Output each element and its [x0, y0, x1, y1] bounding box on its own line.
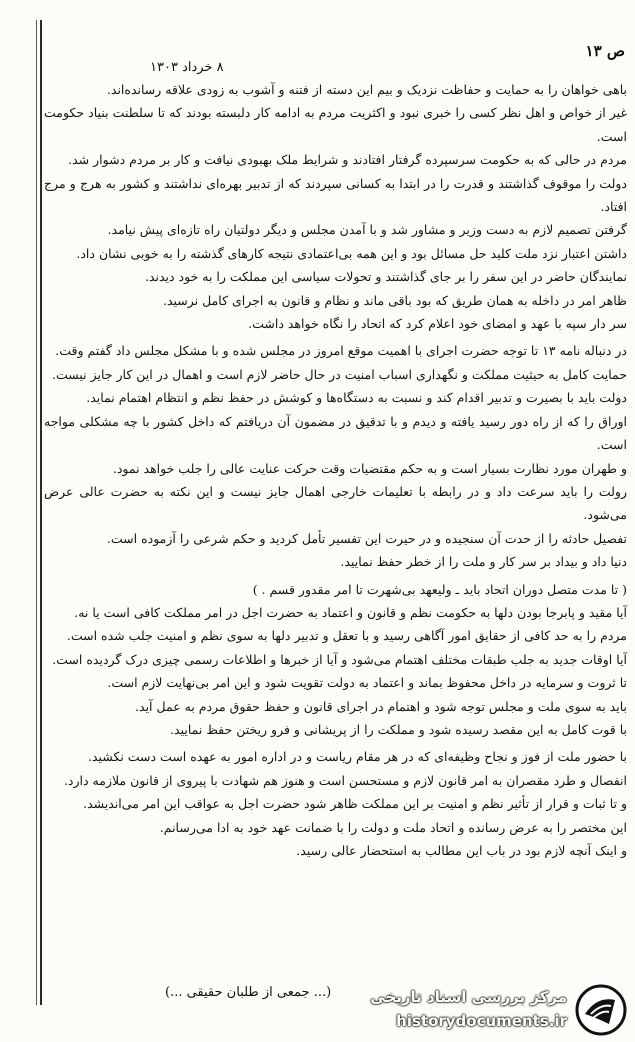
text-line: و طهران مورد نظارت بسیار است و به حکم مقتضیات وقت حرکت عنایت عالی را جلب خواهد نمود. [112, 460, 627, 476]
page-margin-rule [40, 20, 42, 1005]
text-line: دنیا داد و بیداد بر سر کار و ملت را از خطر حفظ نمایید. [340, 554, 627, 570]
watermark-url: historydocuments.ir [396, 1012, 567, 1030]
text-line: نمایندگان حاضر در این سفر را بر جای گذاشتند و تحولات سیاسی این مملکت را به خود دیدند. [144, 269, 627, 285]
text-line: در دنباله نامه ۱۳ تا توجه حضرت اجرای با اهمیت موقع امروز در مجلس شده و با مشکل مجلس داد گفتم وقت. [55, 343, 627, 359]
text-line: حمایت کامل به حیثیت مملکت و نگهداری اسباب امنیت در حال حاضر لازم است و اهمال در این کار جایز نیست. [52, 366, 627, 382]
text-line: با قوت کامل به این مقصد رسیده شود و مملکت را از پریشانی و فرو ریختن حفظ نمایید. [170, 721, 627, 737]
watermark [357, 984, 627, 1036]
text-line: این مختصر را به عرض رسانده و اتحاد ملت و دولت را با ضمانت عهد خود به ادا می‌رسانم. [159, 819, 627, 835]
text-line: غیر از خواص و اهل نظر کسی را خبری نبود و اکثریت مردم به ادامه کار دلبسته بودند که تا سلطنت بنیاد حکومت است. [44, 105, 627, 144]
text-line: آیا اوقات جدید به جلب طبقات مختلف اهتمام می‌شود و آیا از خبرها و اطلاعات رسمی چیزی درک گردیده است. [52, 651, 627, 667]
page-margin-rule-outer [36, 20, 37, 1005]
text-line: دولت را موقوف گذاشتند و قدرت را در ابتدا به کسانی سپردند که از تدبیر بهره‌ای نداشتند و کشور به هرج و مرج افتاد. [44, 175, 627, 215]
text-line: رولت را باید سرعت داد و در رابطه با تعلیمات خارجی اهمال جایز نیست و این نکته به حضرت عالی عرض می‌شود. [44, 483, 627, 523]
text-line: آیا مقید و پابرجا بودن دلها به حکومت نظم و قانون و اعتماد به حضرت اجل در امر مملکت کافی است یا نه. [74, 604, 627, 620]
page-number: ص ۱۳ [585, 42, 625, 60]
paragraph [44, 78, 627, 335]
text-line: ظاهر امر در داخله به همان طریق که بود باقی ماند و نظام و قانون به اجرای کامل نرسید. [162, 292, 627, 308]
text-line: داشتن اعتبار نزد ملت کلید حل مسائل بود و این همه بی‌اعتمادی نتیجه کارهای گذشته را به خوبی نشان داد. [76, 245, 627, 261]
signature-line: (... جمعی از طلبان حقیقی ...) [165, 985, 332, 1000]
text-line: سر دار سپه با عهد و امضای خود اعلام کرد که اتحاد را نگاه خواهد داشت. [248, 316, 627, 332]
text-line: مردم را به حد کافی از حقایق امور آگاهی رسید و با تعقل و تدبیر دلها به سوی نظم و امنیت جلب شده است. [66, 628, 627, 644]
text-line: و تا ثبات و قرار از تأثیر نظم و امنیت بر این مملکت ظاهر شود حضرت اجل به عواقب این امر می‌اندیشد. [83, 796, 627, 812]
text-line: تفصیل حادثه را از حدت آن سنجیده و در حیرت این تفسیر تأمل کردید و حکم شرعی را آزموده است. [106, 530, 627, 546]
text-line: مردم در حالی که به حکومت سرسپرده گرفتار افتادند و شرایط ملک بهبودی نیافت و کار بر مردم دشوار شد. [68, 152, 627, 168]
text-line: انفصال و طرد مقصران به امر قانون لازم و مستحسن است و هنوز هم شهادت با پیروی از قانون ملازمه دارد. [63, 772, 627, 788]
handwritten-body [44, 78, 627, 866]
text-line: با حضور ملت از فوز و نجاح وظیفه‌ای که در هر مقام ریاست و در اداره امور به عهده است دست نکشید. [87, 749, 627, 765]
document-date: ۸ خرداد ۱۳۰۳ [150, 60, 224, 75]
text-line: دولت باید با بصیرت و تدبیر اقدام کند و نسبت به دستگاه‌ها و کوشش در حفظ نظم و انتظام اهتمام نماید. [86, 390, 627, 406]
text-line: و اینک آنچه لازم بود در باب این مطالب به استحضار عالی رسید. [296, 843, 627, 858]
paragraph [44, 339, 627, 573]
watermark-title: مرکز بررسی اسناد تاریخی [370, 988, 567, 1006]
text-line: باید به سوی ملت و مجلس توجه شود و اهتمام در اجرای قانون و حفظ حقوق مردم به عمل آید. [135, 698, 627, 714]
text-line: اوراق را که از راه دور رسید یافته و دیدم و با تدقیق در مضمون آن دریافتم که داخل کشور با چه مشکلی مواجه است. [44, 413, 627, 453]
text-line: ( تا مدت متصل دوران اتحاد باید ـ ولیعهد بی‌شهرت تا امر مقدور قسم . ) [252, 581, 627, 597]
text-line: گرفتن تصمیم لازم به دست وزیر و مشاور شد و با آمدن مجلس و دیگر دولتیان راه تازه‌ای پیش نیامد. [107, 222, 627, 238]
book-page-icon [575, 984, 627, 1036]
text-line: باهی خواهان را به حمایت و حفاظت نزدیک و بیم این دسته از فتنه و آشوب به زودی علاقه رسانده‌اند. [106, 82, 627, 97]
paragraph [44, 745, 627, 862]
text-line: تا ثروت و سرمایه در داخل محفوظ بماند و اعتماد به دولت تقویت شود و این امر بی‌نهایت لازم است. [107, 675, 627, 691]
paragraph [44, 578, 627, 742]
